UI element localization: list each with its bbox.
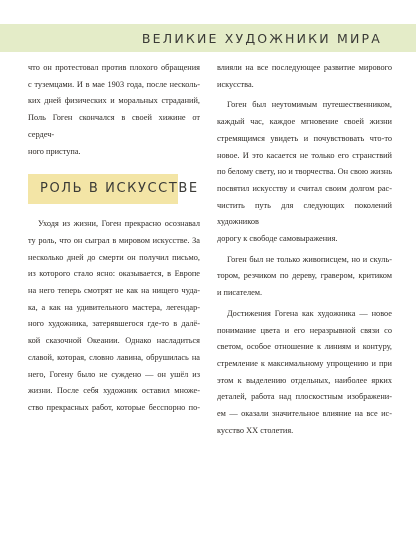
text-line: стремящимся увидеть и почувствовать что-то xyxy=(217,133,392,143)
right-column xyxy=(217,60,392,439)
text-line: чистить путь для следующих поколений художников xyxy=(217,200,392,227)
text-line: несколько дней до смерти он получил письмо, xyxy=(28,252,200,262)
text-line: жизни. После себя художник оставил множе- xyxy=(28,386,200,396)
text-line: ство прекрасных работ, которые бесспорно по- xyxy=(28,402,200,412)
text-line: понимание цвета и его неразрывной связи со xyxy=(217,325,392,335)
text-line: и писателем. xyxy=(217,288,263,298)
text-line: него, Гогену было не суждено — он ушёл из xyxy=(28,369,200,379)
text-line: тором, резчиком по дереву, гравером, критиком xyxy=(217,271,392,281)
section-heading-box xyxy=(28,174,199,204)
running-header-title: ВЕЛИКИЕ ХУДОЖНИКИ МИРА xyxy=(141,31,382,46)
text-line: ких дней физических и моральных страданий, xyxy=(28,96,200,106)
text-line: Уходя из жизни, Гоген прекрасно осознавал xyxy=(38,219,200,229)
text-line: кой сказочной Океании. Однако насладиться xyxy=(28,336,200,346)
text-line: влияли на все последующее развитие мирового xyxy=(217,63,392,72)
text-line: кусство XX столетия. xyxy=(217,425,294,435)
text-line: Достижения Гогена как художника — новое xyxy=(227,308,392,318)
left-column xyxy=(28,60,200,417)
text-line: Поль Гоген скончался в своей хижине от сердеч- xyxy=(28,113,200,139)
text-line: ного художника, затерявшегося где-то в далё- xyxy=(28,319,200,329)
text-line: новое. И это касается не только его странствий xyxy=(217,150,392,160)
text-line: ка, а как на удивительного мастера, легендар- xyxy=(28,302,200,312)
text-line: этом к выделению отдельных, наиболее ярких xyxy=(217,375,392,385)
text-line: по белому свету, но и творчества. Он свою жизнь xyxy=(217,167,392,177)
text-line: Гоген был не только живописцем, но и скуль- xyxy=(227,254,392,264)
paragraph xyxy=(217,252,392,302)
text-line: что он протестовал против плохого обращения xyxy=(28,63,200,72)
text-line: деталей, работа над плоскостным изображени- xyxy=(217,392,392,402)
paragraph xyxy=(217,60,392,93)
text-line: на него теперь смотрят не как на нищего чуда- xyxy=(28,286,200,296)
text-line: стремление к максимальному упрощению и при xyxy=(217,358,392,368)
intro-paragraph xyxy=(28,60,200,160)
text-line: ем — оказали значительное влияние на все ис- xyxy=(217,409,392,419)
text-line: посвятил искусству и считал своим долгом рас- xyxy=(217,183,392,193)
text-line: дорогу к свободе самовыражения. xyxy=(217,234,338,244)
paragraph xyxy=(217,97,392,247)
text-line: из которого стало ясно: оказывается, в Европе xyxy=(28,269,200,279)
text-line: с туземцами. И в мае 1903 года, после несколь- xyxy=(28,79,200,89)
paragraph xyxy=(217,306,392,440)
body-paragraph xyxy=(28,216,200,416)
text-line: ного приступа. xyxy=(28,146,81,156)
text-line: ту роль, что он сыграл в мировом искусстве. За xyxy=(28,235,200,245)
section-heading: РОЛЬ В ИСКУССТВЕ xyxy=(40,181,199,197)
text-line: славой, которая, словно лавина, обрушилась на xyxy=(28,352,200,362)
text-line: светом, особое отношение к линиям и контуру, xyxy=(217,342,392,352)
text-line: Гоген был неутомимым путешественником, xyxy=(227,100,392,110)
text-line: искусства. xyxy=(217,79,254,89)
text-line: каждый час, каждое мгновение своей жизни xyxy=(217,117,392,127)
